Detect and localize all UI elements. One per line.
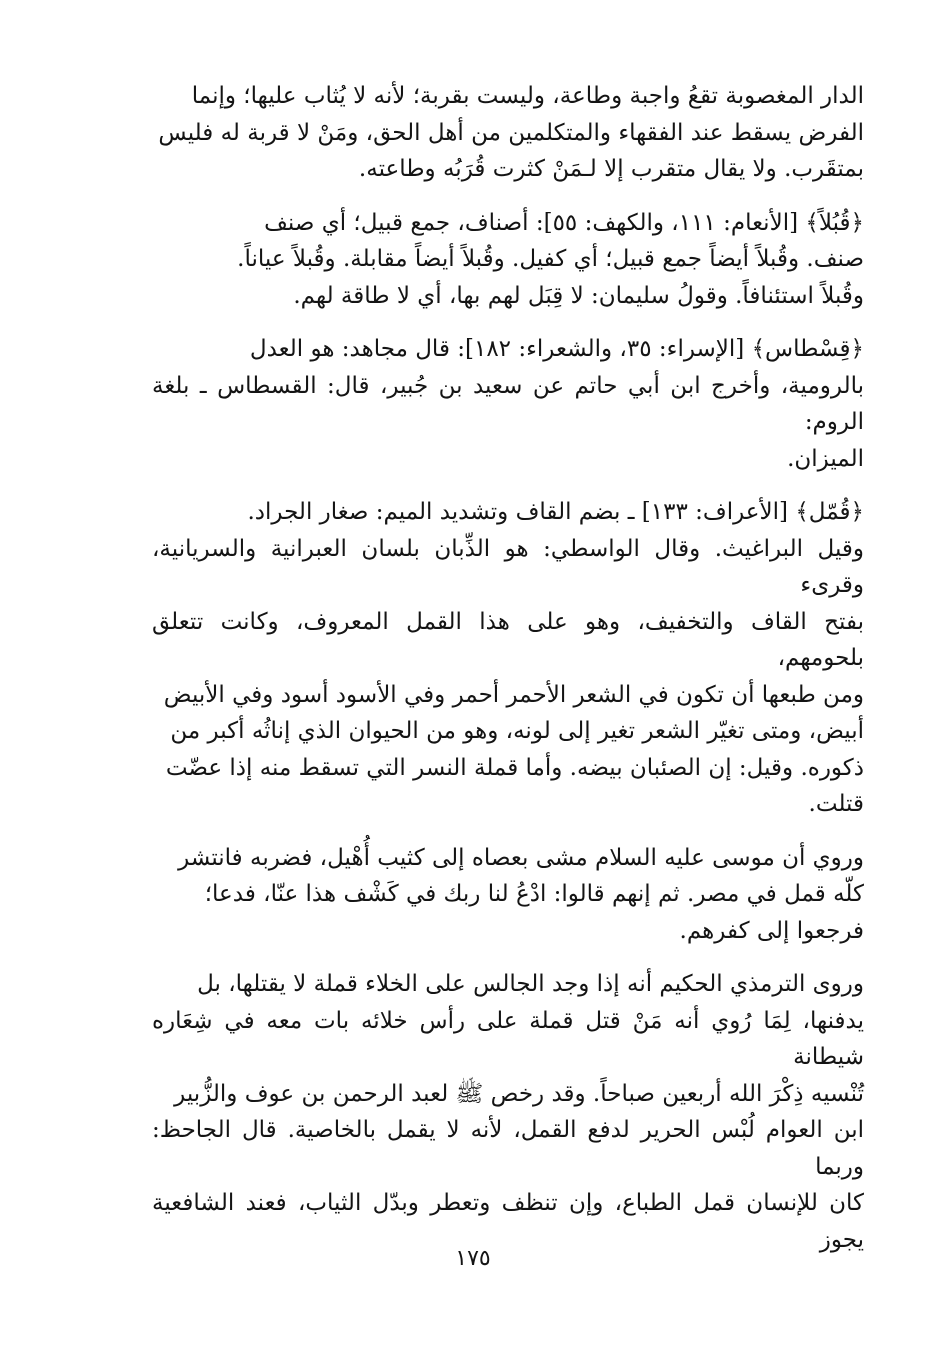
body-text xyxy=(152,78,864,1258)
paragraph-usurped-house: الدار المغصوبة تقعُ واجبة وطاعة، وليست بقربة؛ لأنه لا يُثاب عليها؛ وإنما الفرض يسقط عند الفقهاء والمتكلمين من أهل الحق، ومَنْ لا قربة له فليس بمتقَرب. ولا يقال متقرب إلا لـمَنْ كثرت قُرَبُه وطاعته. xyxy=(158,83,864,182)
paragraph-tirmidhi: وروى الترمذي الحكيم أنه إذا وجد الجالس على الخلاء قملة لا يقتلها، بل يدفنها، لِمَا رُوي أنه مَنْ قتل قملة على رأس خلائه بات معه في شِعَاره شيطانة تُنْسيه ذِكْرَ الله أربعين صباحاً. وقد رخص ﷺ لعبد الرحمن بن عوف والزُّبير ابن العوام لُبْس الحرير لدفع القمل، لأنه لا يقمل بالخاصية. قال الجاحظ: وربما كان للإنسان قمل الطباع، وإن تنظف وتعطر وبدّل الثياب، فعند الشافعية يجوز xyxy=(152,971,864,1253)
paragraph-qummal: ﴿قُمّل﴾ [الأعراف: ١٣٣] ـ بضم القاف وتشديد الميم: صغار الجراد. وقيل البراغيث. وقال الواسطي: هو الذِّبان بلسان العبرانية والسريانية، وقرىء بفتح القاف والتخفيف، وهو على هذا القمل المعروف، وكانت تتعلق بلحومهم، ومن طبعها أن تكون في الشعر الأحمر أحمر وفي الأسود أسود وفي الأبيض أبيض، ومتى تغيّر الشعر تغير إلى لونه، وهو من الحيوان الذي إناثُه أكبر من ذكوره. وقيل: إن الصئبان بيضه. وأما قملة النسر التي تسقط منه إذا عضّت قتلت. xyxy=(152,499,864,817)
paragraph-musa-story: وروي أن موسى عليه السلام مشى بعصاه إلى كثيب أُهْيل، فضربه فانتشر كلّه قمل في مصر. ثم إنهم قالوا: ادْعُ لنا ربك في كَشْف هذا عنّا، فدعا؛ فرجعوا إلى كفرهم. xyxy=(178,844,864,944)
page-number: ١٧٥ xyxy=(455,1246,491,1271)
paragraph-qubulan: ﴿قُبُلاً﴾ [الأنعام: ١١١، والكهف: ٥٥]: أصناف، جمع قبيل؛ أي صنف صنف. وقُبلاً أيضاً جمع قبيل؛ أي كفيل. وقُبلاً أيضاً مقابلة. وقُبلاً عياناً. وقُبلاً استئنافاً. وقولُ سليمان: لا قِبَل لهم بها، أي لا طاقة لهم. xyxy=(237,209,864,309)
paragraph-qistas: ﴿قِسْطاس﴾ [الإسراء: ٣٥، والشعراء: ١٨٢]: قال مجاهد: هو العدل بالرومية، وأخرج ابن أبي حاتم عن سعيد بن جُبير، قال: القسطاس ـ بلغة الروم: الميزان. xyxy=(152,336,864,472)
